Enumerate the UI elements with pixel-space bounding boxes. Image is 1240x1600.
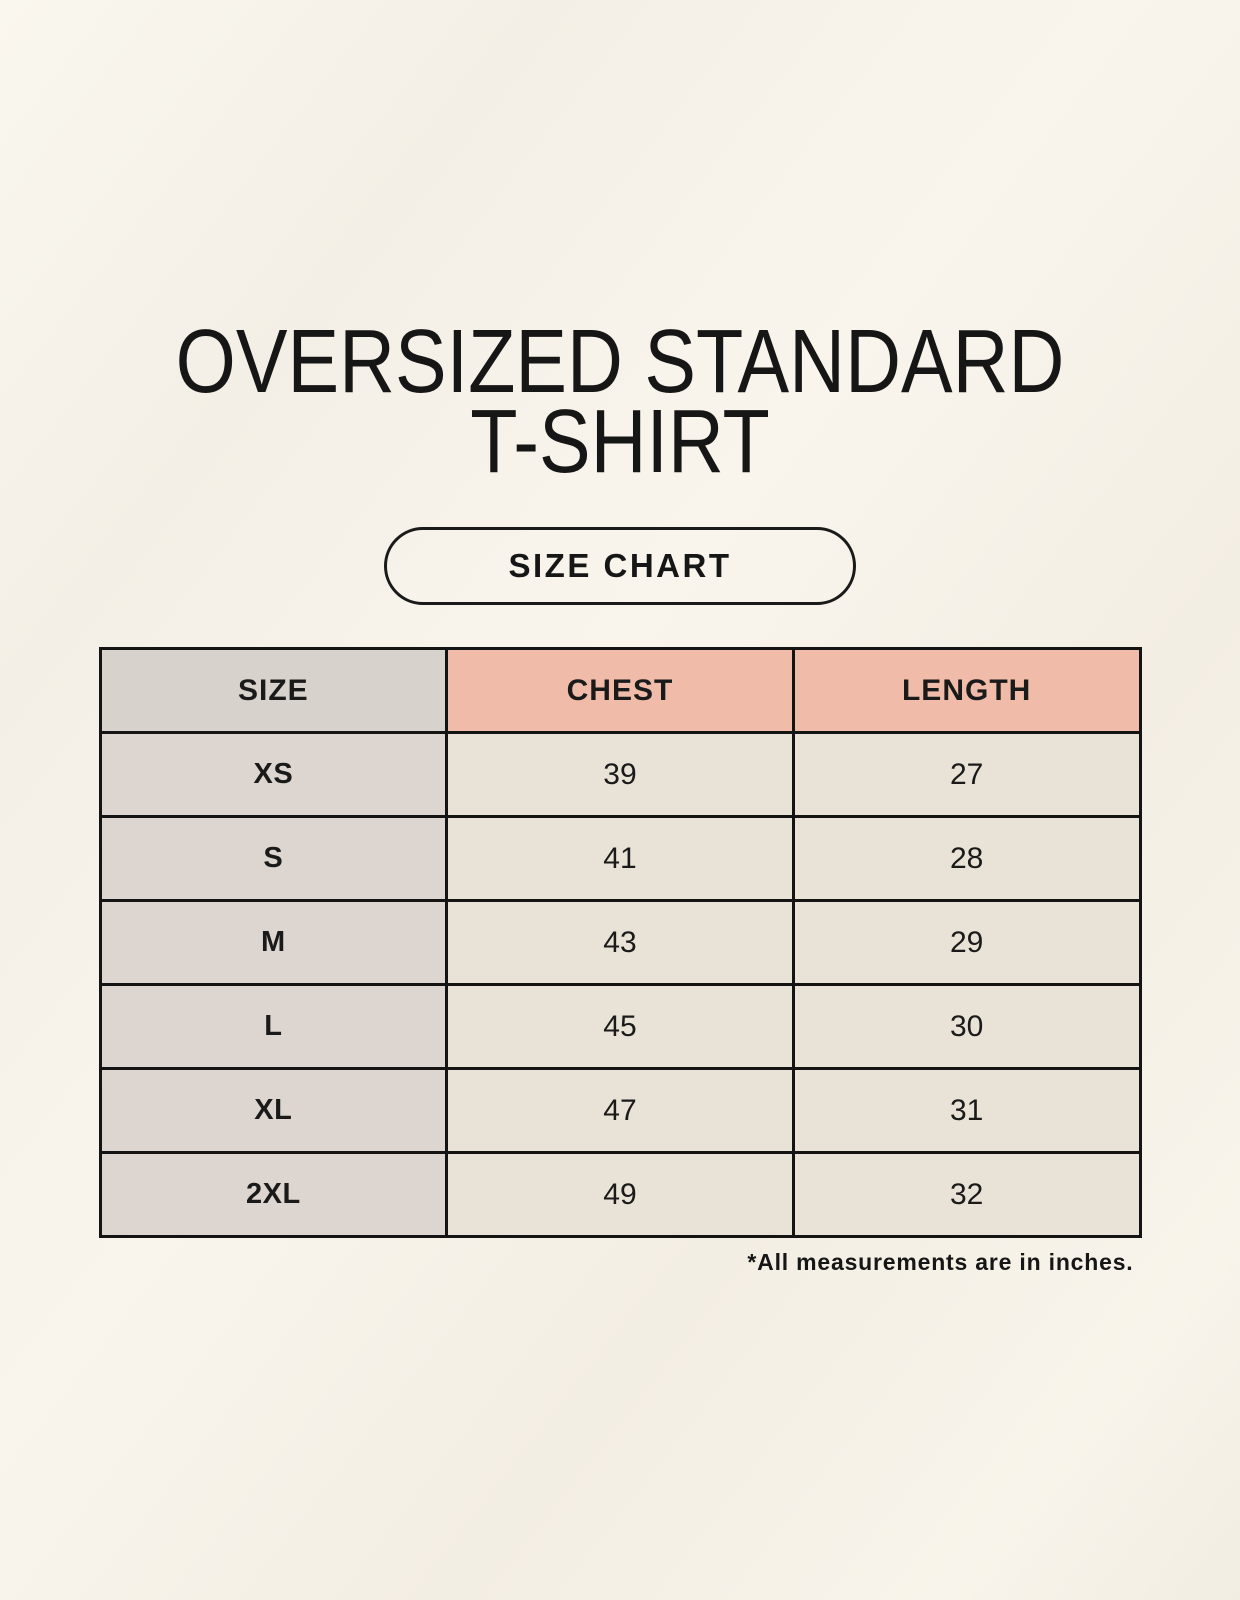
table-row-xs	[100, 733, 1140, 817]
page-title	[87, 312, 1153, 492]
header-cell-size: SIZE	[100, 649, 447, 733]
size-label: XS	[100, 733, 447, 817]
table-row-s	[100, 817, 1140, 901]
length-value: 29	[793, 901, 1140, 985]
chest-value: 45	[447, 985, 794, 1069]
length-value: 28	[793, 817, 1140, 901]
header-row	[100, 649, 1140, 733]
chest-value: 43	[447, 901, 794, 985]
size-label: XL	[100, 1069, 447, 1153]
chest-value: 39	[447, 733, 794, 817]
header-cell-chest: CHEST	[447, 649, 794, 733]
header-cell-length: LENGTH	[793, 649, 1140, 733]
table-row-2xl	[100, 1153, 1140, 1237]
size-chart-body	[100, 733, 1140, 1237]
size-chart-header	[100, 649, 1140, 733]
size-chart-badge-label: SIZE CHART	[508, 547, 732, 584]
size-label: L	[100, 985, 447, 1069]
table-row-xl	[100, 1069, 1140, 1153]
chest-value: 47	[447, 1069, 794, 1153]
size-chart-table	[99, 647, 1142, 1238]
length-value: 32	[793, 1153, 1140, 1237]
table-row-l	[100, 985, 1140, 1069]
chest-value: 41	[447, 817, 794, 901]
measurements-footnote: *All measurements are in inches.	[747, 1249, 1134, 1275]
page-title-line-2: T-SHIRT	[470, 392, 770, 492]
length-value: 30	[793, 985, 1140, 1069]
length-value: 31	[793, 1069, 1140, 1153]
table-row-m	[100, 901, 1140, 985]
size-label: M	[100, 901, 447, 985]
size-chart-table-container	[99, 647, 1142, 1276]
size-label: 2XL	[100, 1153, 447, 1237]
page-title-line-1: OVERSIZED STANDARD	[175, 312, 1065, 412]
size-chart-badge[interactable]	[384, 527, 856, 605]
length-value: 27	[793, 733, 1140, 817]
chest-value: 49	[447, 1153, 794, 1237]
size-label: S	[100, 817, 447, 901]
